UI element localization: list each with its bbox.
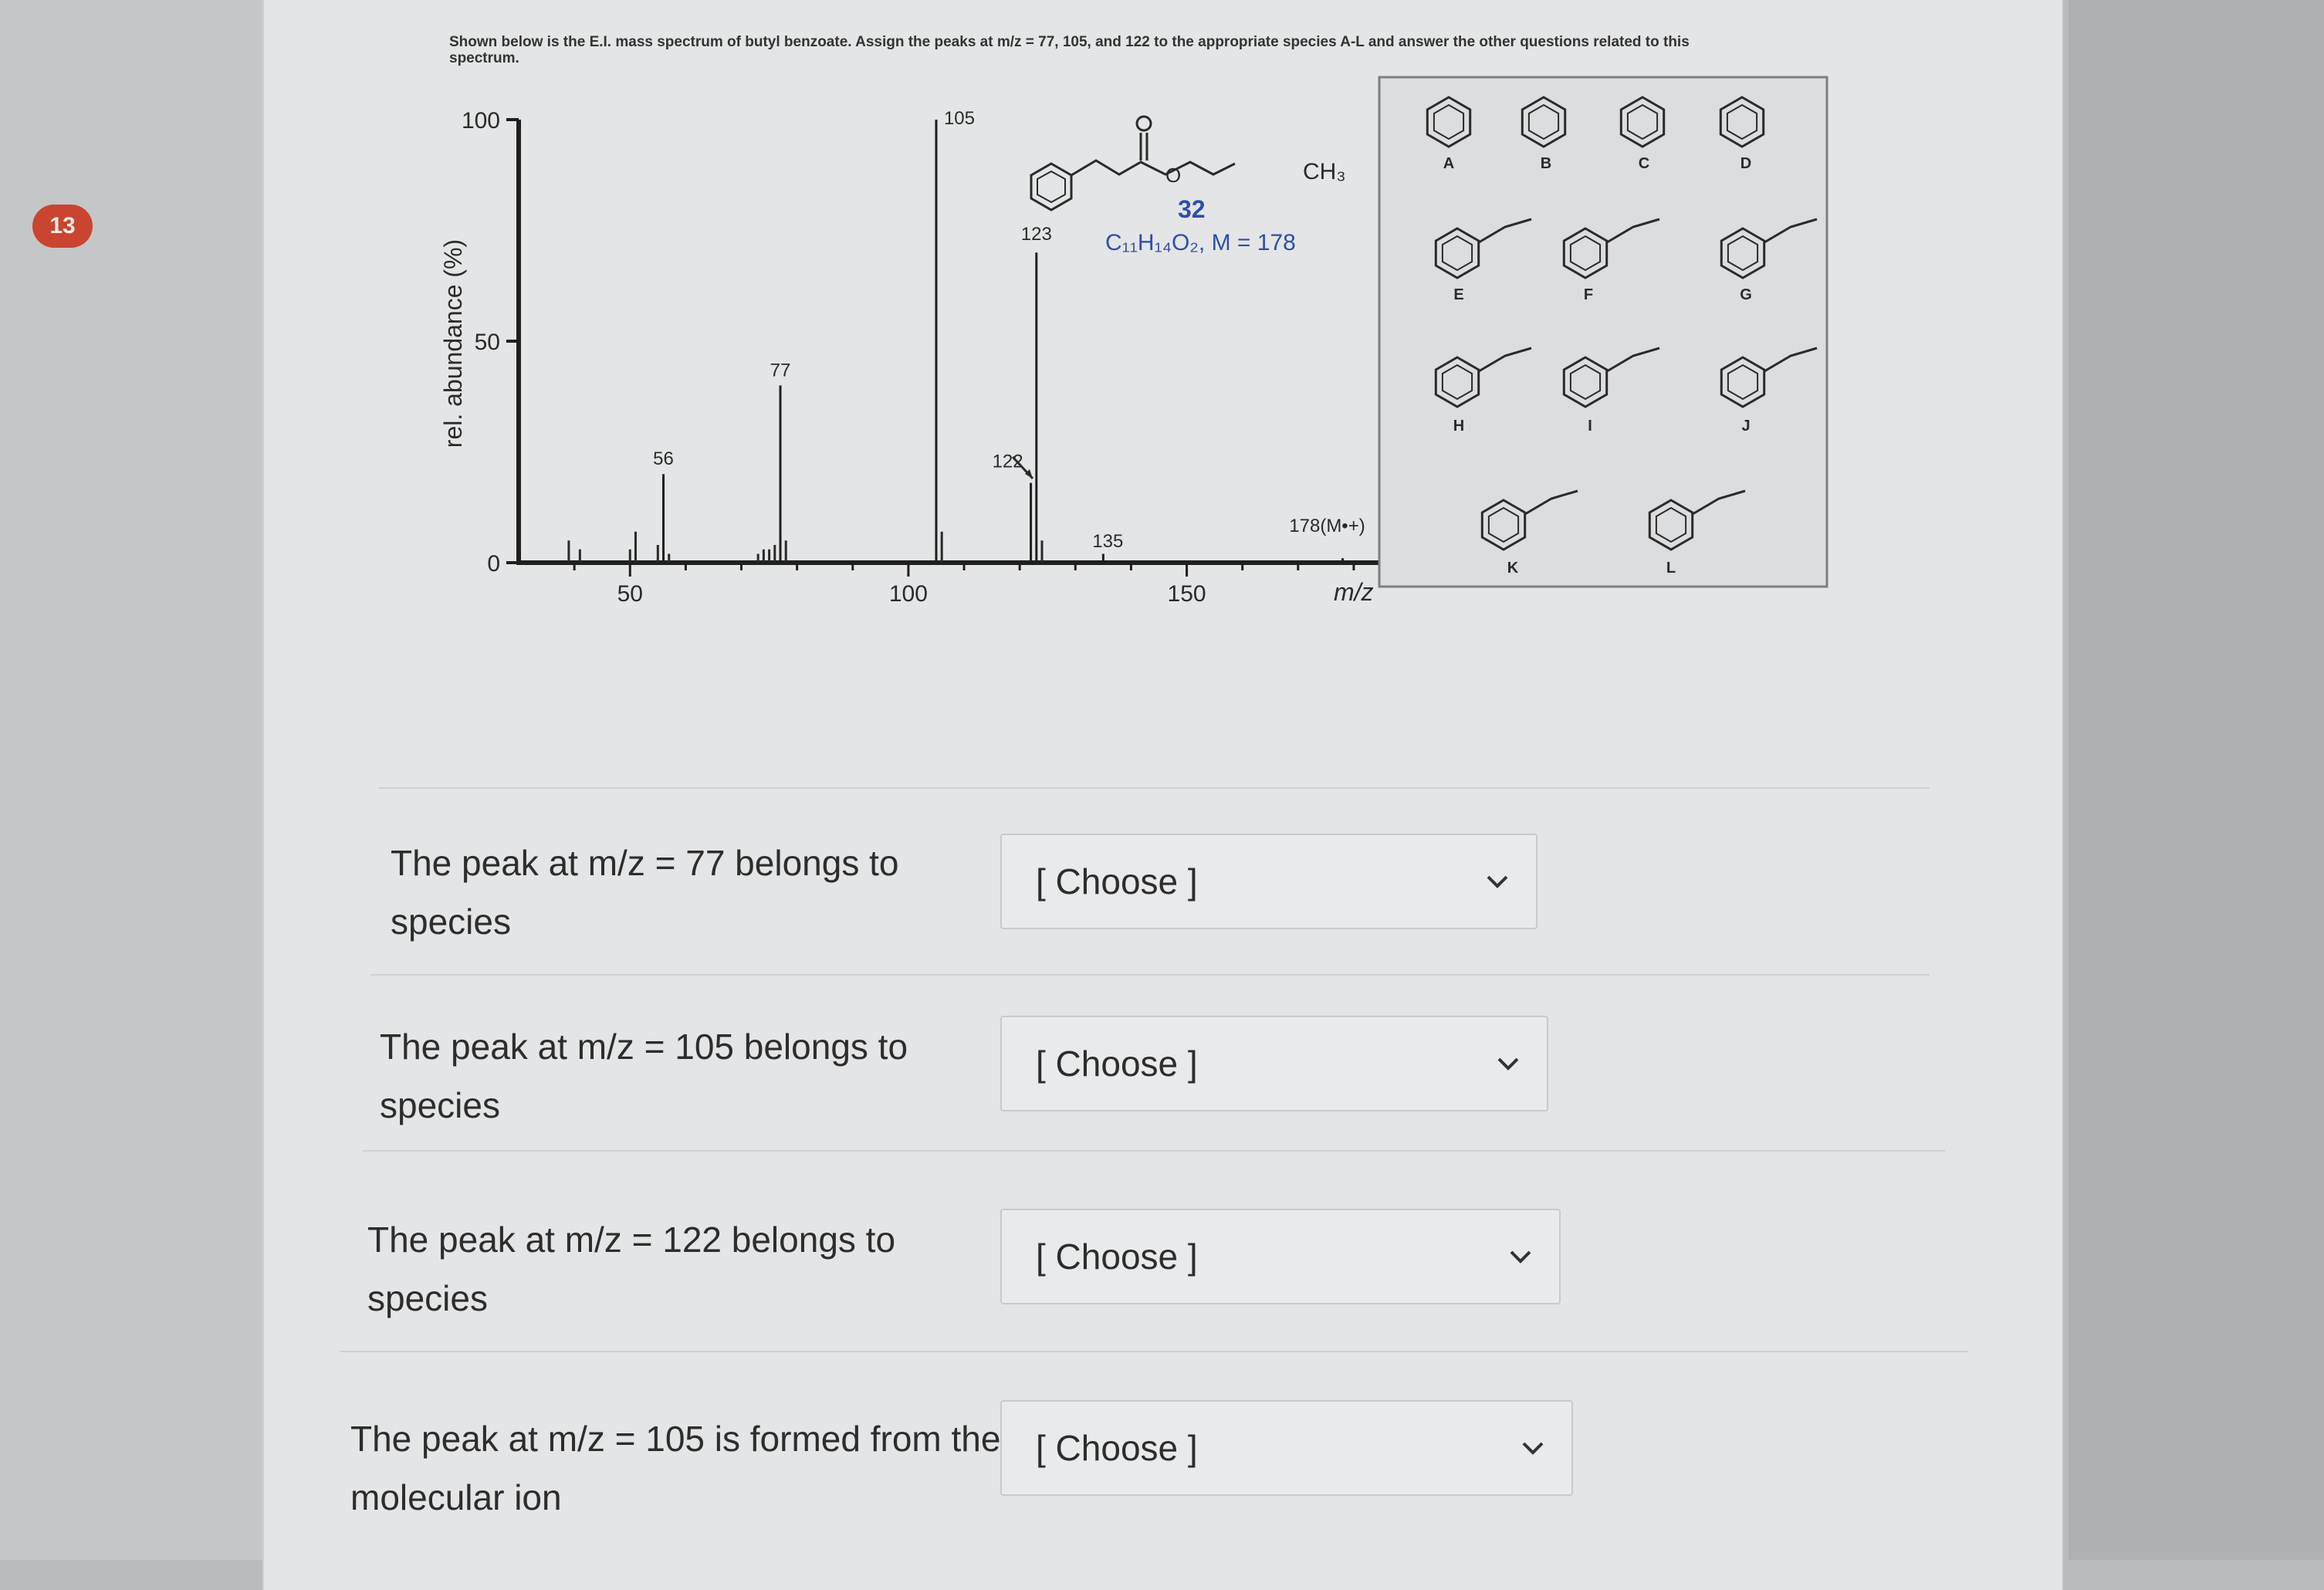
chevron-down-icon xyxy=(1505,1241,1536,1272)
species-label-L: L xyxy=(1666,560,1676,577)
divider xyxy=(363,1150,1945,1152)
mass-spectrum-chart xyxy=(439,108,1382,607)
y-tick-label: 50 xyxy=(474,330,500,355)
species-label-B: B xyxy=(1540,155,1552,172)
divider xyxy=(370,974,1930,976)
species-panel xyxy=(1379,77,1827,587)
peak-label-77: 77 xyxy=(770,360,791,381)
svg-text:O: O xyxy=(1165,164,1182,187)
species-label-G: G xyxy=(1740,286,1752,303)
compound-number: 32 xyxy=(1178,195,1206,223)
mass-spectrum-figure xyxy=(0,0,2324,772)
select-value: [ Choose ] xyxy=(1036,1236,1198,1277)
question-formation-text: The peak at m/z = 105 is formed from the molecular ion xyxy=(350,1419,1001,1517)
select-value: [ Choose ] xyxy=(1036,1428,1198,1468)
species-label-F: F xyxy=(1583,286,1594,303)
question-77-text: The peak at m/z = 77 belongs to species xyxy=(391,843,899,942)
divider xyxy=(378,787,1930,789)
y-tick-label: 100 xyxy=(461,108,500,134)
peak-label-178: 178(M•+) xyxy=(1289,516,1365,536)
select-value: [ Choose ] xyxy=(1036,1044,1198,1084)
question-figure xyxy=(0,0,2324,772)
species-label-E: E xyxy=(1453,286,1464,303)
species-label-H: H xyxy=(1453,418,1465,435)
species-label-J: J xyxy=(1741,418,1751,435)
question-105-text: The peak at m/z = 105 belongs to species xyxy=(380,1027,908,1125)
x-tick-label: 150 xyxy=(1167,581,1206,607)
species-label-I: I xyxy=(1588,418,1592,435)
species-select-77[interactable] xyxy=(1000,834,1537,929)
peak-label-56: 56 xyxy=(653,448,674,470)
peak-label-105: 105 xyxy=(943,108,976,129)
species-select-122[interactable] xyxy=(1000,1209,1561,1304)
y-tick-label: 0 xyxy=(487,551,500,577)
question-122-text: The peak at m/z = 122 belongs to species xyxy=(367,1220,896,1318)
question-number-badge: 13 xyxy=(32,205,93,248)
y-axis-label: rel. abundance (%) xyxy=(439,238,467,448)
molecular-ion-select[interactable] xyxy=(1000,1400,1573,1496)
compound-formula: C₁₁H₁₄O₂, M = 178 xyxy=(1105,230,1296,255)
peak-label-135: 135 xyxy=(1092,531,1124,552)
chevron-down-icon xyxy=(1482,866,1513,897)
x-tick-label: 100 xyxy=(888,581,928,607)
question-intro: Shown below is the E.I. mass spectrum of butyl benzoate. Assign the peaks at m/z = 77, 105, and 122 to the appropriate species A-L and answer the other questions related to this spectrum. xyxy=(449,34,1690,66)
select-value: [ Choose ] xyxy=(1036,861,1198,902)
divider xyxy=(340,1351,1968,1352)
x-axis-label: m/z xyxy=(1334,578,1374,606)
species-label-K: K xyxy=(1507,560,1519,577)
species-label-A: A xyxy=(1443,155,1455,172)
species-label-D: D xyxy=(1740,155,1752,172)
species-select-105[interactable] xyxy=(1000,1016,1548,1111)
species-label-C: C xyxy=(1638,155,1650,172)
peak-label-122: 122 xyxy=(992,451,1023,472)
methyl-label: CH₃ xyxy=(1303,159,1346,184)
x-tick-label: 50 xyxy=(617,581,643,607)
peak-label-123: 123 xyxy=(1020,224,1052,245)
chevron-down-icon xyxy=(1517,1433,1548,1463)
chevron-down-icon xyxy=(1493,1048,1524,1079)
